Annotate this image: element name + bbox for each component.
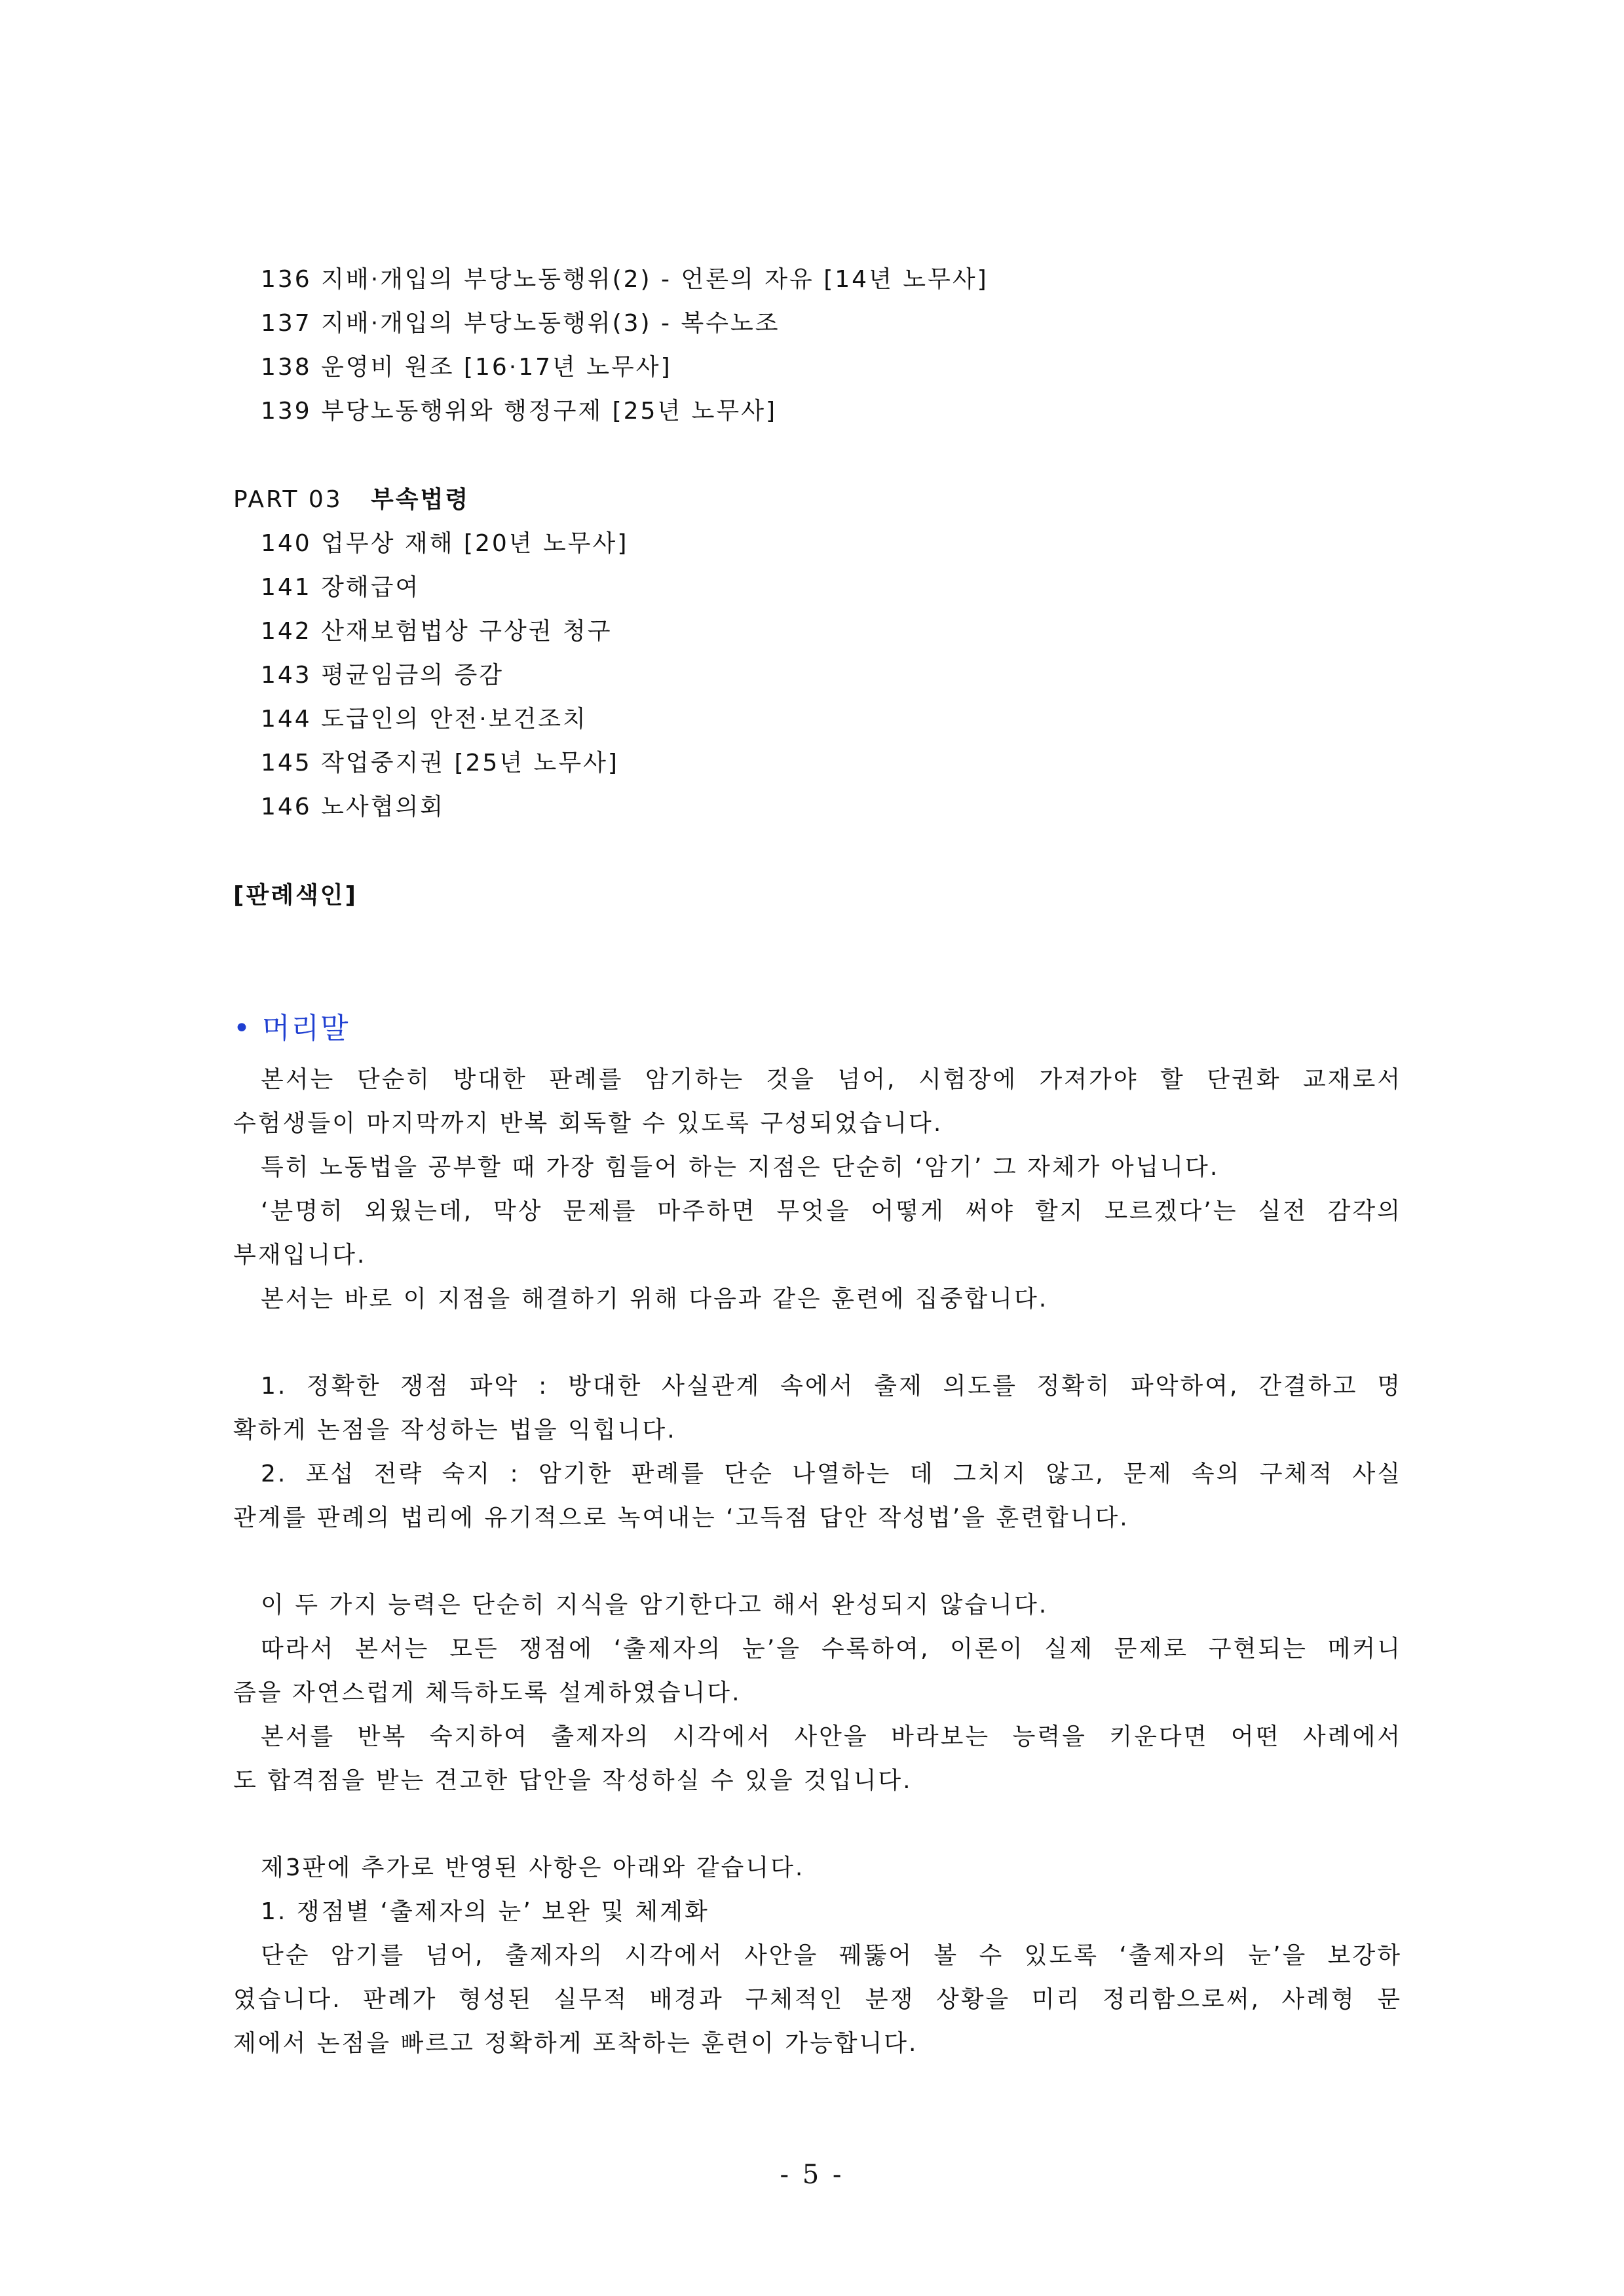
toc-item: 140 업무상 재해 [20년 노무사] — [261, 530, 629, 557]
toc-item: 144 도급인의 안전·보건조치 — [261, 706, 588, 733]
part-heading — [233, 486, 470, 514]
toc-item: 138 운영비 원조 [16·17년 노무사] — [261, 354, 672, 381]
toc-item: 139 부당노동행위와 행정구제 [25년 노무사] — [261, 398, 778, 425]
page-number: - 5 - — [780, 2160, 844, 2190]
preface-line: 수험생들이 마지막까지 반복 회독할 수 있도록 구성되었습니다. — [233, 1110, 943, 1137]
preface-line: 부재입니다. — [233, 1242, 367, 1269]
toc-item: 141 장해급여 — [261, 574, 421, 601]
preface-line: 본서를 반복 숙지하여 출제자의 시각에서 사안을 바라보는 능력을 키운다면 어떤 사례에서 — [261, 1723, 1402, 1750]
preface-line: 본서는 단순히 방대한 판례를 암기하는 것을 넘어, 시험장에 가져가야 할 단권화 교재로서 — [261, 1066, 1402, 1093]
preface-heading: • 머리말 — [233, 1012, 350, 1045]
preface-line: 확하게 논점을 작성하는 법을 익힙니다. — [233, 1417, 677, 1444]
preface-line: 2. 포섭 전략 숙지 : 암기한 판례를 단순 나열하는 데 그치지 않고, 문제 속의 구체적 사실 — [261, 1461, 1402, 1487]
preface-line: 즘을 자연스럽게 체득하도록 설계하였습니다. — [233, 1679, 742, 1706]
preface-line: 1. 정확한 쟁점 파악 : 방대한 사실관계 속에서 출제 의도를 정확히 파악하여, 간결하고 명 — [261, 1373, 1402, 1400]
preface-line: ‘분명히 외웠는데, 막상 문제를 마주하면 무엇을 어떻게 써야 할지 모르겠다’는 실전 감각의 — [261, 1198, 1402, 1225]
preface-line: 였습니다. 판례가 형성된 실무적 배경과 구체적인 분쟁 상황을 미리 정리함으로써, 사례형 문 — [233, 1986, 1402, 2013]
case-index-heading: [판례색인] — [233, 882, 358, 909]
preface-line: 도 합격점을 받는 견고한 답안을 작성하실 수 있을 것입니다. — [233, 1767, 913, 1794]
toc-item: 143 평균임금의 증감 — [261, 662, 504, 689]
preface-line: 관계를 판례의 법리에 유기적으로 녹여내는 ‘고득점 답안 작성법’을 훈련합니다. — [233, 1504, 1129, 1531]
toc-item: 142 산재보험법상 구상권 청구 — [261, 618, 613, 645]
part-title: 부속법령 — [371, 486, 470, 513]
preface-line: 이 두 가지 능력은 단순히 지식을 암기한다고 해서 완성되지 않습니다. — [261, 1592, 1049, 1618]
toc-item: 137 지배·개입의 부당노동행위(3) - 복수노조 — [261, 310, 780, 337]
preface-line: 단순 암기를 넘어, 출제자의 시각에서 사안을 꿰뚫어 볼 수 있도록 ‘출제자의 눈’을 보강하 — [261, 1942, 1402, 1969]
toc-item: 136 지배·개입의 부당노동행위(2) - 언론의 자유 [14년 노무사] — [261, 266, 989, 293]
preface-line: 본서는 바로 이 지점을 해결하기 위해 다음과 같은 훈련에 집중합니다. — [261, 1286, 1049, 1312]
preface-line: 제3판에 추가로 반영된 사항은 아래와 같습니다. — [261, 1854, 805, 1881]
preface-line: 1. 쟁점별 ‘출제자의 눈’ 보완 및 체계화 — [261, 1898, 709, 1925]
toc-item: 146 노사협의회 — [261, 794, 445, 820]
preface-line: 제에서 논점을 빠르고 정확하게 포착하는 훈련이 가능합니다. — [233, 2030, 918, 2057]
preface-line: 특히 노동법을 공부할 때 가장 힘들어 하는 지점은 단순히 ‘암기’ 그 자체가 아닙니다. — [261, 1154, 1220, 1181]
preface-line: 따라서 본서는 모든 쟁점에 ‘출제자의 눈’을 수록하여, 이론이 실제 문제로 구현되는 메커니 — [261, 1636, 1402, 1662]
part-number: PART 03 — [233, 486, 343, 513]
toc-item: 145 작업중지권 [25년 노무사] — [261, 750, 619, 776]
